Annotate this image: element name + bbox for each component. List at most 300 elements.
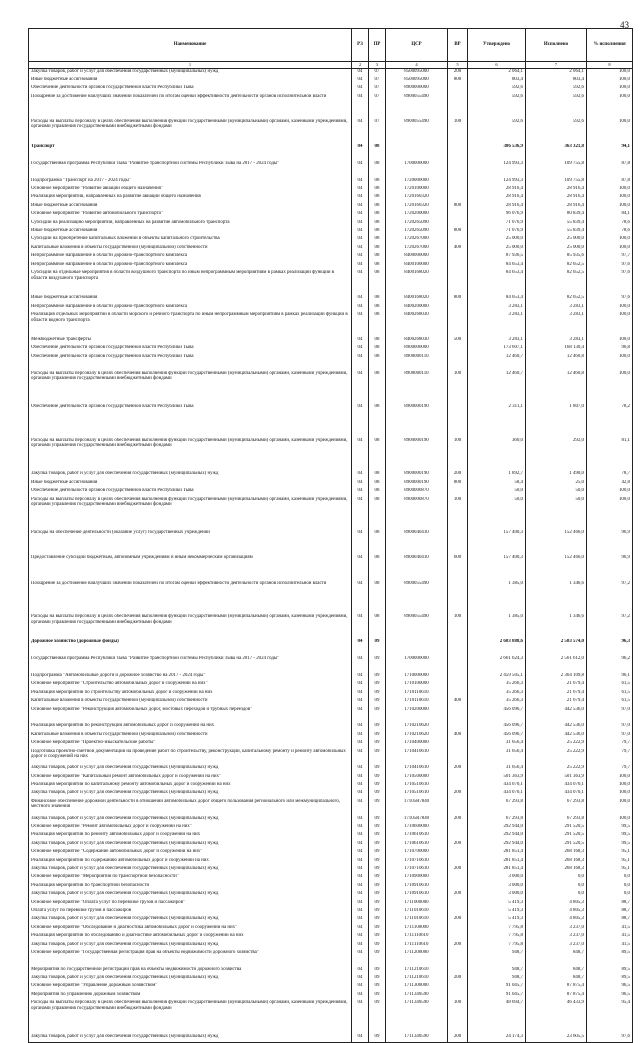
- cell-pr: 09: [369, 740, 386, 748]
- cell-csr: 8900055490: [386, 614, 448, 639]
- cell-pr: 07: [369, 69, 386, 77]
- table-row: [29, 908, 633, 916]
- cell-percent: 88,7: [587, 908, 633, 916]
- cell-csr: 1710210620: [386, 723, 448, 731]
- cell-rz: 04: [352, 480, 369, 488]
- cell-percent: 100,0: [587, 774, 633, 782]
- cell-csr: 1710210620: [386, 732, 448, 740]
- table-row: [29, 1000, 633, 1034]
- table-row: [29, 85, 633, 93]
- cell-approved: 67 293,8: [468, 816, 526, 824]
- cell-vr: [448, 707, 468, 724]
- cell-pr: 07: [369, 85, 386, 93]
- cell-csr: 1711210610: [386, 975, 448, 983]
- cell-approved: 24 174,3: [468, 1034, 526, 1042]
- table-row: [29, 841, 633, 849]
- table-row: [29, 312, 633, 337]
- cell-name: Закупка товаров, работ и услуг для обеспечения государственных (муниципальных) нужд: [29, 69, 352, 77]
- cell-approved: 281 851,4: [468, 866, 526, 874]
- cell-executed: 109 755,8: [526, 178, 587, 186]
- cell-name: Иные бюджетные ассигнования: [29, 295, 352, 303]
- table-row: [29, 203, 633, 211]
- col-number: 1: [29, 62, 352, 69]
- cell-rz: 04: [352, 77, 369, 85]
- column-number-row: [29, 62, 633, 69]
- cell-rz: 04: [352, 471, 369, 479]
- cell-rz: 04: [352, 933, 369, 941]
- cell-csr: 8900055490: [386, 581, 448, 615]
- cell-name: Основное мероприятие "Мероприятия по транспортной безопасности": [29, 874, 352, 882]
- table-row: [29, 933, 633, 941]
- table-row: [29, 698, 633, 706]
- cell-percent: 97,0: [587, 707, 633, 724]
- cell-rz: 04: [352, 749, 369, 766]
- cell-name: Расходы на выплаты персоналу в целях обеспечения выполнения функций государственными (муниципальными) органами, казенными учреждениями, органами управления государственными внебюджетными фондами: [29, 371, 352, 405]
- table-row: [29, 581, 633, 615]
- cell-executed: 28 916,4: [526, 194, 587, 202]
- cell-rz: 04: [352, 345, 369, 353]
- cell-percent: 87,8: [587, 161, 633, 178]
- cell-name: Закупка товаров, работ и услуг для обеспечения государственных (муниципальных) нужд: [29, 841, 352, 849]
- cell-csr: 17105R7840: [386, 799, 448, 816]
- cell-rz: 04: [352, 656, 369, 673]
- cell-pr: 09: [369, 942, 386, 950]
- cell-percent: 100,0: [587, 203, 633, 211]
- cell-name: Дорожное хозяйство (дорожные фонды): [29, 639, 352, 656]
- cell-vr: [448, 639, 468, 656]
- cell-approved: 157 400,3: [468, 530, 526, 555]
- table-row: [29, 782, 633, 790]
- cell-executed: 67 293,8: [526, 816, 587, 824]
- cell-executed: 291 520,5: [526, 824, 587, 832]
- cell-rz: 04: [352, 849, 369, 857]
- cell-rz: 04: [352, 186, 369, 194]
- cell-name: Закупка товаров, работ и услуг для обеспечения государственных (муниципальных) нужд: [29, 975, 352, 983]
- cell-percent: 0,0: [587, 874, 633, 882]
- cell-approved: 28 916,4: [468, 194, 526, 202]
- cell-csr: 1720265090: [386, 220, 448, 228]
- cell-approved: 84 653,4: [468, 270, 526, 295]
- cell-pr: 08: [369, 438, 386, 472]
- cell-vr: [448, 144, 468, 161]
- cell-executed: 848,7: [526, 950, 587, 967]
- cell-csr: 1710000000: [386, 673, 448, 681]
- cell-executed: 442 536,0: [526, 707, 587, 724]
- cell-pr: 09: [369, 950, 386, 967]
- cell-executed: 152 466,0: [526, 555, 587, 580]
- table-row: [29, 270, 633, 295]
- cell-name: Оплата услуг по перевозке грузов и пассажиров: [29, 908, 352, 916]
- cell-approved: 5 419,3: [468, 908, 526, 916]
- cell-csr: 1711210610: [386, 967, 448, 975]
- cell-approved: 124 993,3: [468, 161, 526, 178]
- cell-executed: 592,6: [526, 94, 587, 119]
- cell-approved: 803,4: [468, 77, 526, 85]
- cell-name: Поощрение за достижение наилучших значений показателей по итогам оценки эффективности деятельности органов исполнительной власти: [29, 94, 352, 119]
- cell-pr: 09: [369, 782, 386, 790]
- table-row: [29, 438, 633, 472]
- cell-percent: 96,1: [587, 673, 633, 681]
- cell-approved: 71 076,9: [468, 228, 526, 236]
- cell-pr: 07: [369, 119, 386, 144]
- cell-pr: 08: [369, 295, 386, 303]
- cell-rz: 04: [352, 581, 369, 615]
- cell-rz: 04: [352, 698, 369, 706]
- cell-pr: 08: [369, 530, 386, 555]
- table-row: [29, 883, 633, 891]
- cell-rz: 04: [352, 832, 369, 840]
- cell-percent: 84,1: [587, 211, 633, 219]
- cell-vr: [448, 983, 468, 991]
- cell-vr: [448, 874, 468, 882]
- cell-csr: 1720000000: [386, 178, 448, 186]
- cell-rz: 04: [352, 161, 369, 178]
- cell-executed: 55 839,4: [526, 228, 587, 236]
- cell-executed: 434 070,1: [526, 790, 587, 798]
- cell-rz: 04: [352, 194, 369, 202]
- cell-approved: 31 656,4: [468, 765, 526, 773]
- cell-name: Иные бюджетные ассигнования: [29, 228, 352, 236]
- cell-name: Основное мероприятие "Реконструкция автомобильных дорог, мостовых переходов и трубных переездов": [29, 707, 352, 724]
- cell-csr: 1710610610: [386, 841, 448, 849]
- col-header-vr: ВР: [448, 29, 468, 62]
- cell-rz: 04: [352, 203, 369, 211]
- cell-rz: 04: [352, 220, 369, 228]
- cell-csr: 8900000110: [386, 371, 448, 405]
- cell-percent: 100,0: [587, 186, 633, 194]
- cell-rz: 04: [352, 614, 369, 639]
- cell-vr: 200: [448, 841, 468, 849]
- cell-pr: 09: [369, 1000, 386, 1034]
- cell-rz: 04: [352, 337, 369, 345]
- cell-name: Основное мероприятие "Ремонт автомобильных дорог и сооружений на них": [29, 824, 352, 832]
- cell-pr: 09: [369, 799, 386, 816]
- table-row: [29, 178, 633, 186]
- cell-executed: 67 293,8: [526, 799, 587, 816]
- cell-pr: 08: [369, 354, 386, 371]
- cell-vr: [448, 270, 468, 295]
- cell-percent: 95,1: [587, 858, 633, 866]
- cell-vr: 100: [448, 438, 468, 472]
- cell-name: Закупка товаров, работ и услуг для обеспечения государственных (муниципальных) нужд: [29, 891, 352, 899]
- cell-name: Основное мероприятие "Капитальный ремонт автомобильных дорог и сооружений на них": [29, 774, 352, 782]
- cell-rz: 04: [352, 790, 369, 798]
- cell-csr: 8400268030: [386, 337, 448, 345]
- cell-vr: 800: [448, 77, 468, 85]
- cell-vr: [448, 94, 468, 119]
- cell-executed: 87 875,4: [526, 992, 587, 1000]
- cell-name: Расходы на выплаты персоналу в целях обеспечения выполнения функций государственными (муниципальными) органами, казенными учреждениями, органами управления государственными внебюджетными фондами: [29, 497, 352, 531]
- cell-vr: 200: [448, 471, 468, 479]
- cell-name: Поощрение за достижение наилучших значений показателей по итогам оценки эффективности деятельности органов исполнительной власти: [29, 581, 352, 615]
- col-header-approved: Утверждено: [468, 29, 526, 62]
- cell-executed: 0,0: [526, 883, 587, 891]
- cell-csr: 1711010610: [386, 908, 448, 916]
- cell-name: Транспорт: [29, 144, 352, 161]
- cell-executed: 87 875,4: [526, 983, 587, 991]
- cell-rz: 04: [352, 228, 369, 236]
- cell-name: Государственная программа Республики Тыва "Развитие транспортной системы Республики Тыва на 2017 - 2024 годы": [29, 656, 352, 673]
- cell-name: Расходы на обеспечение деятельности (оказание услуг) государственных учреждений: [29, 530, 352, 555]
- cell-executed: 848,7: [526, 967, 587, 975]
- cell-approved: 96 076,9: [468, 211, 526, 219]
- cell-pr: 08: [369, 614, 386, 639]
- cell-approved: 592,6: [468, 119, 526, 144]
- cell-percent: 87,8: [587, 178, 633, 186]
- cell-name: Основное мероприятие "Обследование и диагностика автомобильных дорог и сооружений на них": [29, 925, 352, 933]
- cell-percent: 99,5: [587, 832, 633, 840]
- cell-percent: 97,6: [587, 295, 633, 303]
- table-row: [29, 186, 633, 194]
- table-row: [29, 673, 633, 681]
- cell-name: Подготовка проектно-сметной документации на проведение работ по строительству, реконструкции, капитальному ремонту и ремонту автомобильных дорог и сооружений на них: [29, 749, 352, 766]
- cell-pr: 09: [369, 866, 386, 874]
- cell-percent: 97,0: [587, 732, 633, 740]
- cell-pr: 08: [369, 262, 386, 270]
- table-row: [29, 790, 633, 798]
- cell-rz: 04: [352, 841, 369, 849]
- cell-executed: 291 520,5: [526, 832, 587, 840]
- cell-pr: 08: [369, 203, 386, 211]
- cell-percent: 79,7: [587, 740, 633, 748]
- cell-vr: 200: [448, 975, 468, 983]
- cell-pr: 09: [369, 732, 386, 740]
- table-row: [29, 228, 633, 236]
- cell-percent: 42,8: [587, 480, 633, 488]
- table-row: [29, 824, 633, 832]
- cell-csr: 1710710610: [386, 866, 448, 874]
- cell-csr: 1710700000: [386, 849, 448, 857]
- cell-approved: 434 070,1: [468, 790, 526, 798]
- cell-csr: [386, 144, 448, 161]
- cell-executed: 2 364 109,8: [526, 673, 587, 681]
- cell-approved: 281 851,4: [468, 858, 526, 866]
- cell-approved: 7 795,8: [468, 933, 526, 941]
- cell-executed: 0,0: [526, 874, 587, 882]
- cell-percent: 61,5: [587, 698, 633, 706]
- table-row: [29, 983, 633, 991]
- cell-percent: 0,0: [587, 891, 633, 899]
- cell-approved: 281 851,4: [468, 849, 526, 857]
- cell-vr: [448, 673, 468, 681]
- cell-approved: 434 070,1: [468, 782, 526, 790]
- table-row: [29, 816, 633, 824]
- cell-rz: 04: [352, 858, 369, 866]
- cell-pr: 09: [369, 1034, 386, 1042]
- cell-pr: 08: [369, 404, 386, 438]
- cell-pr: 09: [369, 723, 386, 731]
- cell-csr: 1711340590: [386, 1000, 448, 1034]
- cell-percent: 100,0: [587, 799, 633, 816]
- cell-name: Расходы на выплаты персоналу в целях обеспечения выполнения функций государственными (муниципальными) органами, казенными учреждениями, органами управления государственными внебюджетными фондами: [29, 614, 352, 639]
- col-header-name: Наименование: [29, 29, 352, 62]
- cell-percent: 97,2: [587, 614, 633, 639]
- cell-vr: [448, 220, 468, 228]
- cell-name: Расходы на выплаты персоналу в целях обеспечения выполнения функций государственными (муниципальными) органами, казенными учреждениями, органами управления государственными внебюджетными фондами: [29, 119, 352, 144]
- cell-approved: 948,7: [468, 967, 526, 975]
- cell-csr: 1720200000: [386, 211, 448, 219]
- cell-vr: 100: [448, 119, 468, 144]
- cell-executed: 803,4: [526, 77, 587, 85]
- cell-rz: 04: [352, 144, 369, 161]
- cell-csr: 1711100000: [386, 925, 448, 933]
- cell-executed: 82 652,5: [526, 295, 587, 303]
- cell-approved: 31 656,4: [468, 740, 526, 748]
- cell-name: Закупка товаров, работ и услуг для обеспечения государственных (муниципальных) нужд: [29, 790, 352, 798]
- cell-name: Обеспечение деятельности органов государственной власти Республики Тыва: [29, 488, 352, 496]
- table-row: [29, 236, 633, 244]
- cell-name: Основное мероприятие "Развитие авиации общего назначения": [29, 186, 352, 194]
- cell-percent: 100,0: [587, 782, 633, 790]
- cell-vr: [448, 849, 468, 857]
- cell-percent: 100,0: [587, 312, 633, 337]
- cell-percent: 78,6: [587, 228, 633, 236]
- cell-name: Основное мероприятие "Государственная регистрация прав на объекты недвижимости дорожного хозяйства": [29, 950, 352, 967]
- cell-executed: 1 346,6: [526, 581, 587, 615]
- cell-approved: 84 653,4: [468, 295, 526, 303]
- cell-name: Закупка товаров, работ и услуг для обеспечения государственных (муниципальных) нужд: [29, 1034, 352, 1042]
- cell-vr: 100: [448, 371, 468, 405]
- col-header-csr: ЦСР: [386, 29, 448, 62]
- cell-percent: 96,3: [587, 639, 633, 656]
- cell-name: Основное мероприятие "Содержание автомобильных дорог и сооружений на них": [29, 849, 352, 857]
- cell-percent: 100,0: [587, 497, 633, 531]
- cell-vr: 100: [448, 1000, 468, 1034]
- cell-vr: [448, 345, 468, 353]
- cell-vr: 200: [448, 790, 468, 798]
- cell-executed: 25,0: [526, 480, 587, 488]
- cell-pr: 08: [369, 220, 386, 228]
- cell-rz: 04: [352, 891, 369, 899]
- cell-name: Мероприятия по государственной регистрации прав на объекты недвижимости дорожного хозяйства: [29, 967, 352, 975]
- cell-csr: 1710510610: [386, 790, 448, 798]
- cell-pr: 09: [369, 774, 386, 782]
- cell-pr: 09: [369, 925, 386, 933]
- cell-approved: 501 363,9: [468, 774, 526, 782]
- col-header-percent: % исполнения: [587, 29, 633, 62]
- cell-pr: 08: [369, 371, 386, 405]
- cell-pr: 08: [369, 186, 386, 194]
- cell-pr: 08: [369, 194, 386, 202]
- cell-executed: 21 679,4: [526, 681, 587, 689]
- cell-name: Реализация мероприятий по реконструкции автомобильных дорог и сооружений на них: [29, 723, 352, 731]
- cell-pr: 08: [369, 345, 386, 353]
- cell-executed: 25 000,0: [526, 236, 587, 244]
- page-number: 43: [620, 20, 629, 30]
- cell-vr: 200: [448, 866, 468, 874]
- cell-pr: 09: [369, 874, 386, 882]
- cell-approved: 5 419,3: [468, 916, 526, 924]
- table-row: [29, 656, 633, 673]
- cell-approved: 3 283,1: [468, 337, 526, 345]
- cell-executed: 21 679,4: [526, 698, 587, 706]
- cell-pr: 09: [369, 690, 386, 698]
- cell-rz: 04: [352, 681, 369, 689]
- cell-executed: 501 363,9: [526, 774, 587, 782]
- cell-rz: 04: [352, 983, 369, 991]
- cell-percent: 97,0: [587, 723, 633, 731]
- cell-percent: 78,2: [587, 404, 633, 438]
- cell-executed: 4 805,3: [526, 908, 587, 916]
- cell-rz: 04: [352, 354, 369, 371]
- cell-percent: 100,0: [587, 236, 633, 244]
- table-row: [29, 245, 633, 253]
- table-row: [29, 925, 633, 933]
- cell-name: Капитальные вложения в объекты государственной (муниципальной) собственности: [29, 245, 352, 253]
- table-row: [29, 304, 633, 312]
- cell-executed: 28 916,4: [526, 186, 587, 194]
- cell-approved: 28 916,4: [468, 203, 526, 211]
- cell-executed: 848,7: [526, 975, 587, 983]
- cell-csr: 8900000190: [386, 471, 448, 479]
- cell-executed: 292,0: [526, 438, 587, 472]
- cell-csr: 1711010610: [386, 916, 448, 924]
- cell-vr: [448, 530, 468, 555]
- cell-rz: 04: [352, 707, 369, 724]
- cell-rz: 04: [352, 530, 369, 555]
- cell-approved: 3 283,1: [468, 312, 526, 337]
- table-row: [29, 295, 633, 303]
- table-row: [29, 337, 633, 345]
- cell-name: Закупка товаров, работ и услуг для обеспечения государственных (муниципальных) нужд: [29, 942, 352, 950]
- cell-approved: 7 795,8: [468, 942, 526, 950]
- cell-pr: 09: [369, 698, 386, 706]
- cell-rz: 04: [352, 799, 369, 816]
- col-number: 5: [448, 62, 468, 69]
- cell-csr: 1710410610: [386, 749, 448, 766]
- table-row: [29, 942, 633, 950]
- cell-vr: [448, 85, 468, 93]
- cell-name: Основное мероприятие "Строительство автомобильных дорог и сооружений на них": [29, 681, 352, 689]
- table-row: [29, 194, 633, 202]
- cell-pr: 09: [369, 933, 386, 941]
- cell-rz: 04: [352, 824, 369, 832]
- cell-approved: 3 283,1: [468, 304, 526, 312]
- cell-csr: 1711340590: [386, 1034, 448, 1042]
- cell-approved: 157 400,3: [468, 555, 526, 580]
- cell-approved: 71 076,9: [468, 220, 526, 228]
- cell-csr: 1720267000: [386, 236, 448, 244]
- table-row: [29, 916, 633, 924]
- cell-percent: 97,6: [587, 262, 633, 270]
- cell-csr: 8900000870: [386, 488, 448, 496]
- cell-vr: 200: [448, 942, 468, 950]
- col-header-rz: РЗ: [352, 29, 369, 62]
- cell-percent: 100,0: [587, 354, 633, 371]
- table-row: [29, 77, 633, 85]
- cell-executed: 2 561 612,0: [526, 656, 587, 673]
- cell-rz: 04: [352, 732, 369, 740]
- cell-rz: 04: [352, 866, 369, 874]
- cell-percent: 95,1: [587, 866, 633, 874]
- cell-vr: [448, 858, 468, 866]
- cell-executed: 1 346,6: [526, 614, 587, 639]
- cell-name: Закупка товаров, работ и услуг для обеспечения государственных (муниципальных) нужд: [29, 916, 352, 924]
- cell-pr: 09: [369, 841, 386, 849]
- table-row: [29, 471, 633, 479]
- cell-percent: 100,0: [587, 119, 633, 144]
- cell-approved: 456 096,7: [468, 732, 526, 740]
- cell-executed: 434 070,1: [526, 782, 587, 790]
- cell-name: Реализация мероприятий по транспортной безопасности: [29, 883, 352, 891]
- cell-percent: 100,0: [587, 488, 633, 496]
- table-row: [29, 497, 633, 531]
- cell-executed: 50,0: [526, 488, 587, 496]
- cell-approved: 360,0: [468, 438, 526, 472]
- col-number: 6: [468, 62, 526, 69]
- cell-executed: 55 839,4: [526, 220, 587, 228]
- cell-name: Основное мероприятие "Управление дорожным хозяйством": [29, 983, 352, 991]
